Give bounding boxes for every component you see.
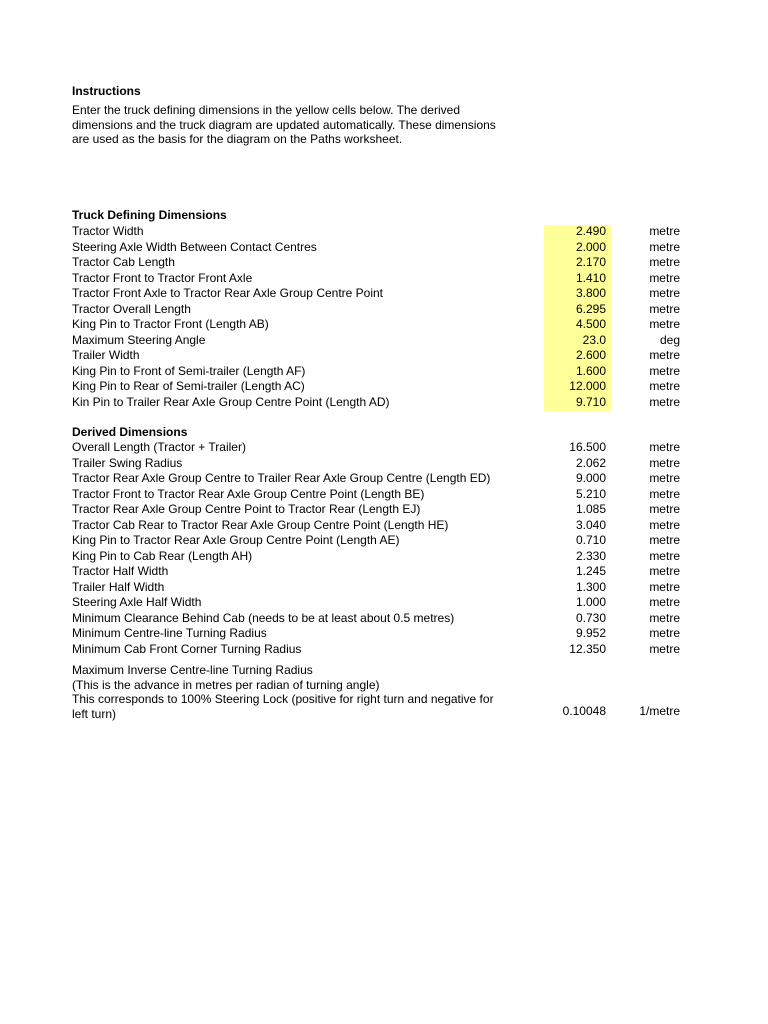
derived-row (0, 626, 768, 642)
row-unit: metre (649, 239, 680, 254)
input-cell[interactable]: 2.490 (575, 224, 606, 238)
row-label: Tractor Rear Axle Group Centre to Trailer Rear Axle Group Centre (Length ED) (72, 471, 491, 485)
row-unit: metre (649, 502, 680, 516)
row-label: King Pin to Cab Rear (Length AH) (72, 548, 253, 563)
input-cell[interactable]: 12.000 (569, 379, 606, 393)
defining-heading: Truck Defining Dimensions (72, 208, 227, 222)
inverse-radius-value: 0.10048 (562, 704, 606, 718)
derived-value: 1.000 (575, 595, 606, 609)
defining-row (0, 255, 768, 271)
defining-row (0, 348, 768, 364)
defining-row (0, 240, 768, 256)
defining-row (0, 395, 768, 411)
derived-value: 1.245 (575, 564, 606, 578)
row-label: King Pin to Tractor Front (Length AB) (72, 317, 269, 331)
row-label: Kin Pin to Trailer Rear Axle Group Centre Point (Length AD) (72, 394, 390, 409)
inverse-radius-line: This corresponds to 100% Steering Lock (positive for right turn and negative for (72, 692, 494, 706)
row-label: Tractor Cab Rear to Tractor Rear Axle Group Centre Point (Length HE) (72, 517, 449, 532)
row-label: Tractor Width (72, 224, 144, 238)
derived-row (0, 642, 768, 658)
defining-row (0, 317, 768, 333)
input-cell[interactable]: 2.170 (575, 255, 606, 269)
defining-row (0, 286, 768, 302)
defining-row (0, 379, 768, 395)
derived-value: 3.040 (575, 517, 606, 532)
derived-value: 9.952 (575, 626, 606, 640)
row-unit: metre (649, 255, 680, 269)
row-label: King Pin to Front of Semi-trailer (Length AF) (72, 363, 306, 378)
row-unit: metre (649, 379, 680, 393)
derived-row (0, 487, 768, 503)
derived-row (0, 518, 768, 534)
defining-row (0, 271, 768, 287)
row-unit: metre (649, 317, 680, 331)
row-label: Tractor Half Width (72, 564, 169, 578)
defining-row (0, 224, 768, 240)
row-unit: metre (649, 548, 680, 563)
row-label: Trailer Half Width (72, 579, 165, 594)
row-label: Steering Axle Width Between Contact Centres (72, 239, 317, 254)
defining-row (0, 302, 768, 318)
row-unit: metre (649, 610, 680, 625)
defining-row (0, 364, 768, 380)
row-label: Overall Length (Tractor + Trailer) (72, 440, 246, 454)
row-unit: metre (649, 301, 680, 316)
derived-value: 16.500 (569, 440, 606, 454)
row-label: Trailer Width (72, 348, 140, 362)
instructions-line: dimensions and the truck diagram are updated automatically. These dimensions (72, 117, 496, 132)
row-unit: metre (649, 595, 680, 609)
derived-value: 0.710 (575, 533, 606, 547)
row-unit: metre (649, 224, 680, 238)
inverse-radius-line: left turn) (72, 706, 117, 721)
row-label: King Pin to Rear of Semi-trailer (Length AC) (72, 379, 305, 393)
defining-row (0, 333, 768, 349)
derived-row (0, 533, 768, 549)
row-unit: metre (649, 517, 680, 532)
derived-value: 1.085 (575, 502, 606, 516)
row-label: Maximum Steering Angle (72, 332, 206, 347)
row-unit: metre (649, 440, 680, 454)
row-unit: metre (649, 486, 680, 501)
input-cell[interactable]: 2.600 (575, 348, 606, 362)
row-label: Trailer Swing Radius (72, 455, 183, 470)
inverse-radius-line: Maximum Inverse Centre-line Turning Radius (72, 663, 313, 677)
derived-heading: Derived Dimensions (72, 425, 188, 439)
derived-row (0, 564, 768, 580)
derived-value: 0.730 (575, 610, 606, 625)
row-unit: metre (649, 270, 680, 285)
derived-row (0, 502, 768, 518)
row-unit: metre (649, 471, 680, 485)
instructions-line: are used as the basis for the diagram on the Paths worksheet. (72, 132, 403, 146)
row-unit: metre (649, 579, 680, 594)
derived-value: 9.000 (575, 471, 606, 485)
input-cell[interactable]: 4.500 (575, 317, 606, 331)
row-unit: metre (649, 564, 680, 578)
row-label: Minimum Centre-line Turning Radius (72, 626, 267, 640)
input-cell[interactable]: 6.295 (575, 301, 606, 316)
row-label: Minimum Clearance Behind Cab (needs to be at least about 0.5 metres) (72, 610, 455, 625)
input-cell[interactable]: 3.800 (575, 286, 606, 300)
inverse-radius-row (0, 704, 768, 720)
row-unit: metre (649, 642, 680, 656)
derived-row (0, 611, 768, 627)
row-label: Tractor Overall Length (72, 301, 191, 316)
row-label: Steering Axle Half Width (72, 595, 202, 609)
input-cell[interactable]: 2.000 (575, 239, 606, 254)
row-label: Tractor Front Axle to Tractor Rear Axle Group Centre Point (72, 286, 384, 300)
input-cell[interactable]: 23.0 (582, 332, 606, 347)
row-label: Minimum Cab Front Corner Turning Radius (72, 642, 302, 656)
inverse-radius-unit: 1/metre (639, 704, 680, 718)
derived-row (0, 471, 768, 487)
input-cell[interactable]: 1.410 (575, 270, 606, 285)
row-unit: metre (649, 394, 680, 409)
derived-row (0, 440, 768, 456)
inverse-radius-line: (This is the advance in metres per radian of turning angle) (72, 677, 380, 692)
row-label: King Pin to Tractor Rear Axle Group Centre Point (Length AE) (72, 533, 400, 547)
derived-row (0, 456, 768, 472)
derived-value: 5.210 (575, 486, 606, 501)
row-label: Tractor Cab Length (72, 255, 175, 269)
input-cell[interactable]: 1.600 (575, 363, 606, 378)
input-cell[interactable]: 9.710 (575, 394, 606, 409)
derived-value: 12.350 (569, 642, 606, 656)
derived-value: 2.062 (575, 455, 606, 470)
derived-value: 2.330 (575, 548, 606, 563)
derived-row (0, 595, 768, 611)
row-unit: deg (659, 332, 680, 347)
instructions-heading: Instructions (72, 84, 141, 98)
instructions-line: Enter the truck defining dimensions in the yellow cells below. The derived (72, 103, 460, 117)
derived-row (0, 549, 768, 565)
row-unit: metre (649, 626, 680, 640)
row-label: Tractor Front to Tractor Rear Axle Group Centre Point (Length BE) (72, 486, 425, 501)
row-label: Tractor Rear Axle Group Centre Point to Tractor Rear (Length EJ) (72, 502, 421, 516)
derived-value: 1.300 (575, 579, 606, 594)
row-unit: metre (649, 348, 680, 362)
instructions-text (72, 103, 542, 147)
row-unit: metre (649, 455, 680, 470)
row-unit: metre (649, 363, 680, 378)
row-label: Tractor Front to Tractor Front Axle (72, 270, 253, 285)
row-unit: metre (649, 286, 680, 300)
derived-row (0, 580, 768, 596)
row-unit: metre (649, 533, 680, 547)
